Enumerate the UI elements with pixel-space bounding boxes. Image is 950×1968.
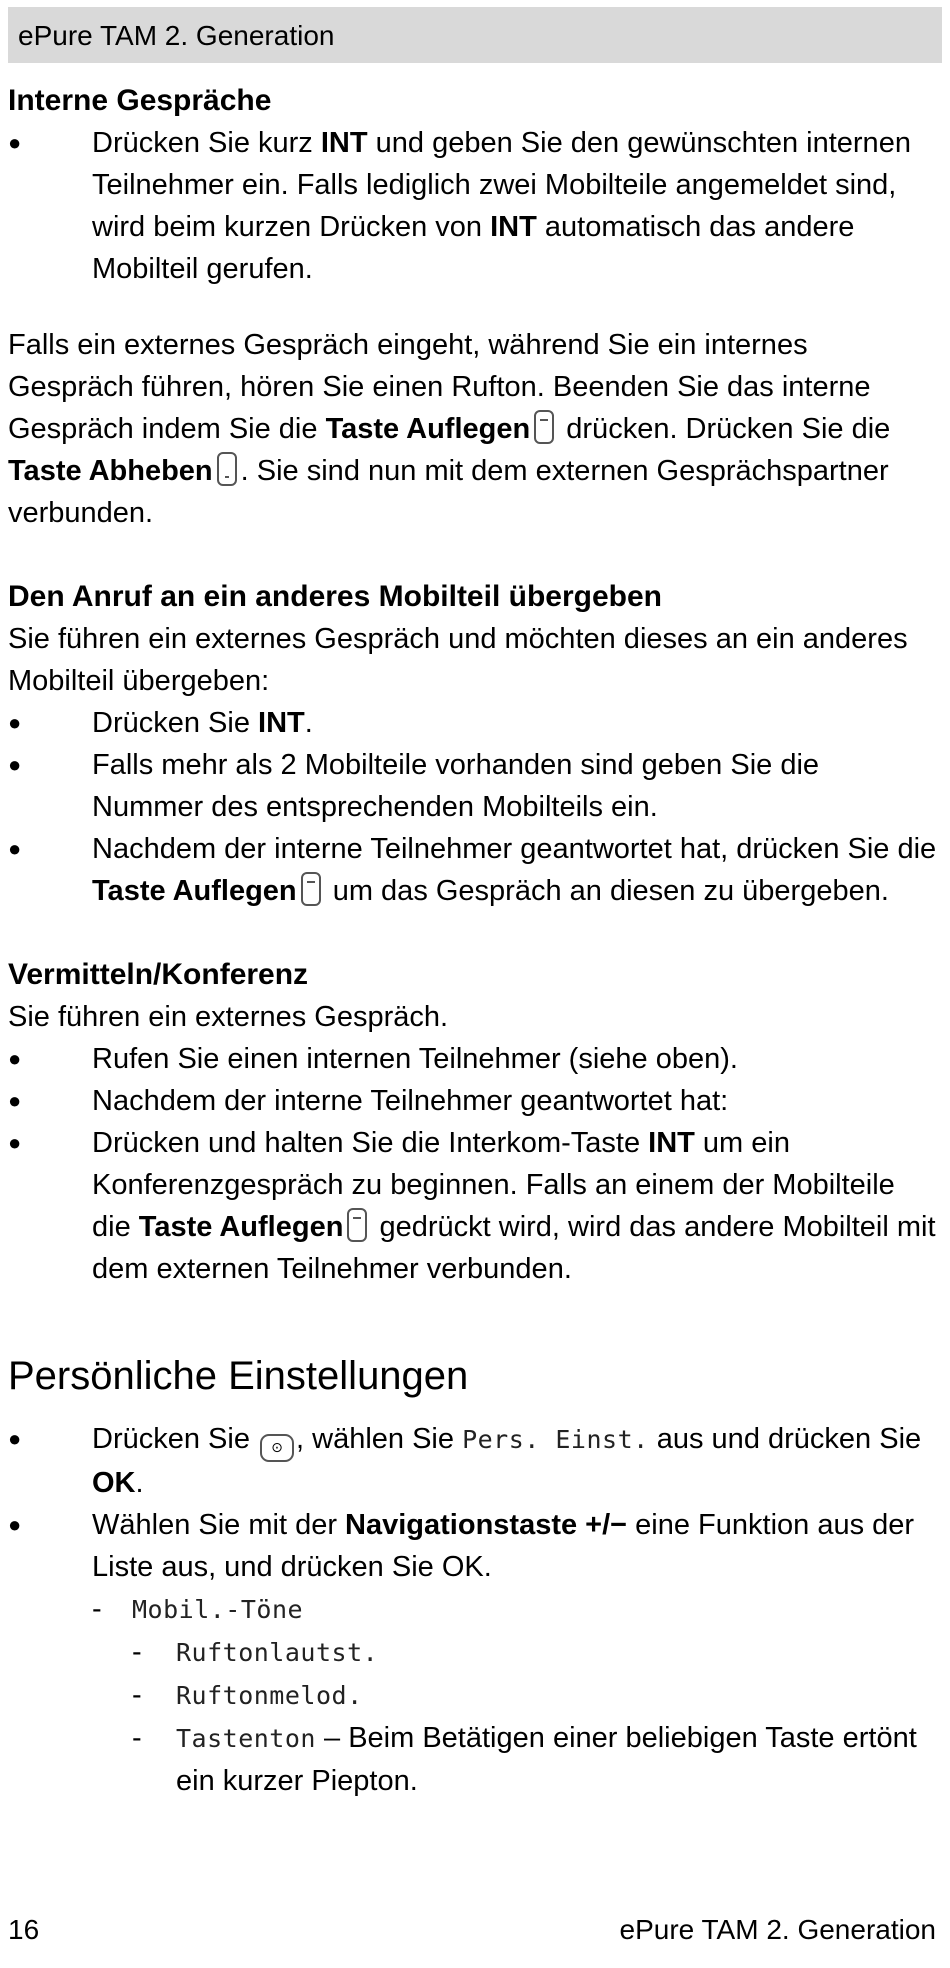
- text: , wählen Sie: [296, 1423, 463, 1455]
- list-item: ● Falls mehr als 2 Mobilteile vorhanden sind geben Sie die Nummer des entsprechenden Mobilteils ein.: [8, 744, 938, 828]
- paragraph: Sie führen ein externes Gespräch.: [8, 1001, 449, 1033]
- text: Nachdem der interne Teilnehmer geantwortet hat, drücken Sie die: [92, 833, 937, 865]
- menu-item-mobil-toene: [8, 1588, 938, 1631]
- text: .: [304, 707, 313, 739]
- text: drücken. Drücken Sie die: [558, 413, 891, 445]
- list-item: [8, 122, 938, 290]
- lcd-text: Ruftonmelod.: [176, 1681, 363, 1710]
- text: Drücken Sie: [92, 1423, 259, 1455]
- menu-item-ruftonmelod: [8, 1674, 938, 1717]
- list-item: [8, 1504, 938, 1588]
- heading-interne-gespraeche: Interne Gespräche: [8, 84, 272, 117]
- key-label: OK: [92, 1467, 136, 1499]
- bullet-list: [8, 1418, 938, 1588]
- dash: -: [132, 1679, 142, 1711]
- hangup-key-icon: [301, 872, 321, 906]
- text: – Beim Betätigen einer beliebigen Taste ertönt ein kurzer Piepton.: [176, 1722, 917, 1797]
- bullet-list: [8, 122, 938, 290]
- paragraph: [8, 324, 938, 534]
- list-item: ● Rufen Sie einen internen Teilnehmer (siehe oben).: [8, 1038, 938, 1080]
- list-item: [8, 1122, 938, 1290]
- running-header: [8, 7, 942, 63]
- hangup-key-icon: [347, 1208, 367, 1242]
- lcd-text: Pers. Einst.: [462, 1425, 649, 1454]
- header-title: ePure TAM 2. Generation: [18, 20, 335, 51]
- page-number: 16: [8, 1914, 40, 1945]
- list-item: [8, 702, 938, 744]
- text: . Sie sind nun mit dem externen Gesprächspartner verbunden.: [8, 455, 889, 529]
- menu-key-icon: ⊙: [260, 1434, 294, 1462]
- paragraph: Sie führen ein externes Gespräch und möchten dieses an ein anderes Mobilteil übergeben:: [8, 623, 908, 697]
- text: eine Funktion aus der Liste aus, und drücken Sie OK.: [92, 1509, 915, 1583]
- heading-persoenliche-einstellungen: Persönliche Einstellungen: [8, 1354, 469, 1398]
- hangup-key-icon: [534, 410, 554, 444]
- bullet-list: [8, 702, 938, 912]
- lcd-text: Mobil.-Töne: [132, 1595, 304, 1624]
- key-label: INT: [258, 707, 305, 739]
- pickup-key-icon: [217, 452, 237, 486]
- text: Drücken und halten Sie die Interkom-Taste: [92, 1127, 649, 1159]
- list-item: [8, 828, 938, 912]
- text: Drücken Sie: [92, 707, 259, 739]
- text: Wählen Sie mit der: [92, 1509, 346, 1541]
- text: aus und drücken Sie: [648, 1423, 922, 1455]
- text: gedrückt wird, wird das andere Mobilteil mit dem externen Teilnehmer verbunden.: [92, 1211, 936, 1285]
- text: Drücken Sie kurz: [92, 127, 321, 159]
- heading-vermitteln-konferenz: Vermitteln/Konferenz: [8, 958, 309, 991]
- key-label: INT: [490, 211, 537, 243]
- text: .: [135, 1467, 144, 1499]
- list-item: ● Nachdem der interne Teilnehmer geantwortet hat:: [8, 1080, 938, 1122]
- key-label: Taste Auflegen: [138, 1211, 344, 1243]
- dash: -: [92, 1593, 102, 1625]
- page-content: [8, 80, 938, 1802]
- dash: -: [132, 1722, 142, 1754]
- text: um das Gespräch an diesen zu übergeben.: [324, 875, 889, 907]
- text: automatisch das andere Mobilteil gerufen.: [92, 211, 855, 285]
- lcd-text: Tastenton: [176, 1724, 316, 1753]
- key-label: Navigationstaste +/−: [345, 1509, 628, 1541]
- key-label: Taste Abheben: [8, 455, 213, 487]
- key-label: INT: [648, 1127, 695, 1159]
- text: um ein Konferenzgespräch zu beginnen. Falls an einem der Mobilteile die: [92, 1127, 895, 1243]
- lcd-text: Ruftonlautst.: [176, 1638, 379, 1667]
- key-label: INT: [320, 127, 368, 159]
- list-item: [8, 1418, 938, 1504]
- key-label: Taste Auflegen: [92, 875, 297, 907]
- dash: -: [132, 1636, 142, 1668]
- bullet-list: [8, 1038, 938, 1290]
- footer-title: ePure TAM 2. Generation: [619, 1914, 936, 1945]
- menu-item-ruftonlautst: [8, 1631, 938, 1674]
- text: und geben Sie den gewünschten internen Teilnehmer ein. Falls lediglich zwei Mobilteile angemeldet sind, wird beim kurzen Drücken von: [92, 127, 911, 243]
- text: Falls ein externes Gespräch eingeht, während Sie ein internes Gespräch führen, hören Sie einen Rufton. Beenden Sie das interne Gespräch indem Sie die: [8, 329, 871, 445]
- menu-item-tastenton: [8, 1717, 938, 1802]
- key-label: Taste Auflegen: [325, 413, 531, 445]
- heading-anruf-uebergeben: Den Anruf an ein anderes Mobilteil übergeben: [8, 580, 662, 613]
